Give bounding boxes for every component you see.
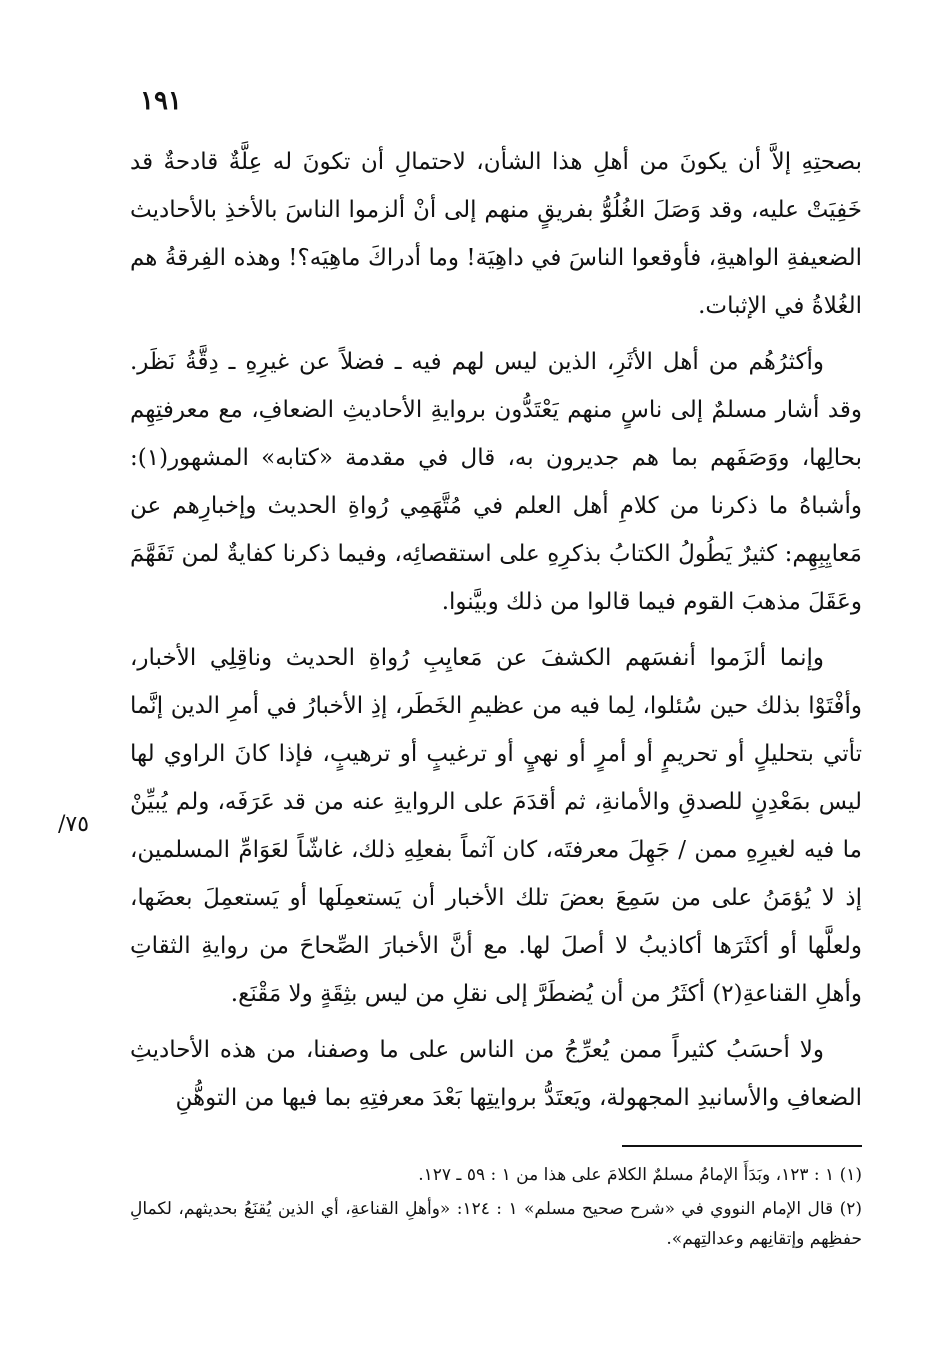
page-number: ١٩١ xyxy=(140,86,182,116)
margin-page-reference: ٧٥/ xyxy=(58,812,90,837)
paragraph: بصحتِهِ إلاَّ أن يكونَ من أهلِ هذا الشأن، لاحتمالِ أن تكونَ له عِلَّةٌ قادحةٌ قد خَفِيَتْ عليه، وقد وَصَلَ الغُلُوُّ بفريقٍ منهم إلى أنْ ألزموا الناسَ بالأخذِ بالأحاديث الضعيفةِ الواهيةِ، فأوقعوا الناسَ في داهِيَة! وما أدراكَ ماهِيَه؟! وهذه الفِرقةُ هم الغُلاةُ في الإثبات. xyxy=(130,149,862,319)
paragraph: وإنما ألزَموا أنفسَهم الكشفَ عن مَعايِبِ رُواةِ الحديث وناقِلِي الأخبار، وأفْتَوْا بذلك حين سُئلوا، لِما فيه من عظيمِ الخَطَر، إذِ الأخبارُ في أمرِ الدين إنَّما تأتي بتحليلٍ أو تحريمٍ أو أمرٍ أو نهيٍ أو ترغيبٍ أو ترهيبٍ، فإذا كانَ الراوي لها ليس بمَعْدِنٍ للصدقِ والأمانةِ، ثم أقدَمَ على الروايةِ عنه من قد عَرَفَه، ولم يُبيِّنْ ما فيه لغيرِهِ ممن / جَهِلَ معرفتَه، كان آثماً بفعلِهِ ذلك، غاشّاً لعَوَامِّ المسلمين، إذ لا يُؤمَنُ على من سَمِعَ بعضَ تلك الأخبار أن يَستعمِلَها أو يَستعمِلَ بعضَها، ولعلَّها أو أكثَرَها أكاذيبُ لا أصلَ لها. مع أنَّ الأخبارَ الصِّحاحَ من روايةِ الثقاتِ وأهلِ القناعةِ(٢) أكثَرُ من أن يُضطَرَّ إلى نقلِ من ليس بثِقَةٍ ولا مَقْنَع. xyxy=(130,645,862,1007)
main-text xyxy=(130,138,862,1122)
footnote: (١) ١ : ١٢٣، وبَدَأَ الإمامُ مسلمٌ الكلامَ على هذا من ١ : ٥٩ ـ ١٢٧. xyxy=(418,1165,862,1185)
footnotes xyxy=(130,1160,862,1258)
paragraph: ولا أحسَبُ كثيراً ممن يُعرِّجُ من الناس على ما وصفنا، من هذه الأحاديثِ الضعافِ والأسانيدِ المجهولة، ويَعتَدُّ بروايتِها بَعْدَ معرفتِهِ بما فيها من التوهُّنِ xyxy=(130,1037,862,1111)
footnote-divider xyxy=(622,1145,862,1147)
footnote: (٢) قال الإمام النووي في «شرح صحيح مسلم» ١ : ١٢٤: «وأهلِ القناعةِ، أي الذين يُقنَعُ بحديثهم، لكمالِ حفظِهم وإتقانِهم وعدالتِهم». xyxy=(130,1199,863,1249)
paragraph: وأكثرُهُم من أهل الأثَرِ، الذين ليس لهم فيه ـ فضلاً عن غيرِهِ ـ دِقَّةُ نَظَر. وقد أشار مسلمٌ إلى ناسٍ منهم يَعْتَدُّون بروايةِ الأحاديثِ الضعافِ، مع معرفتِهِم بحالِها، ووَصَفَهم بما هم جديرون به، قال في مقدمة «كتابه» المشهور(١): وأشباهُ ما ذكرنا من كلامِ أهل العلم في مُتَّهَمِي رُواةِ الحديث وإخبارِهم عن مَعايِبِهِم: كثيرٌ يَطُولُ الكتابُ بذكرِهِ على استقصائِه، وفيما ذكرنا كفايةٌ لمن تَفَهَّمَ وعَقَلَ مذهبَ القوم فيما قالوا من ذلك وبيَّنوا. xyxy=(130,349,862,615)
